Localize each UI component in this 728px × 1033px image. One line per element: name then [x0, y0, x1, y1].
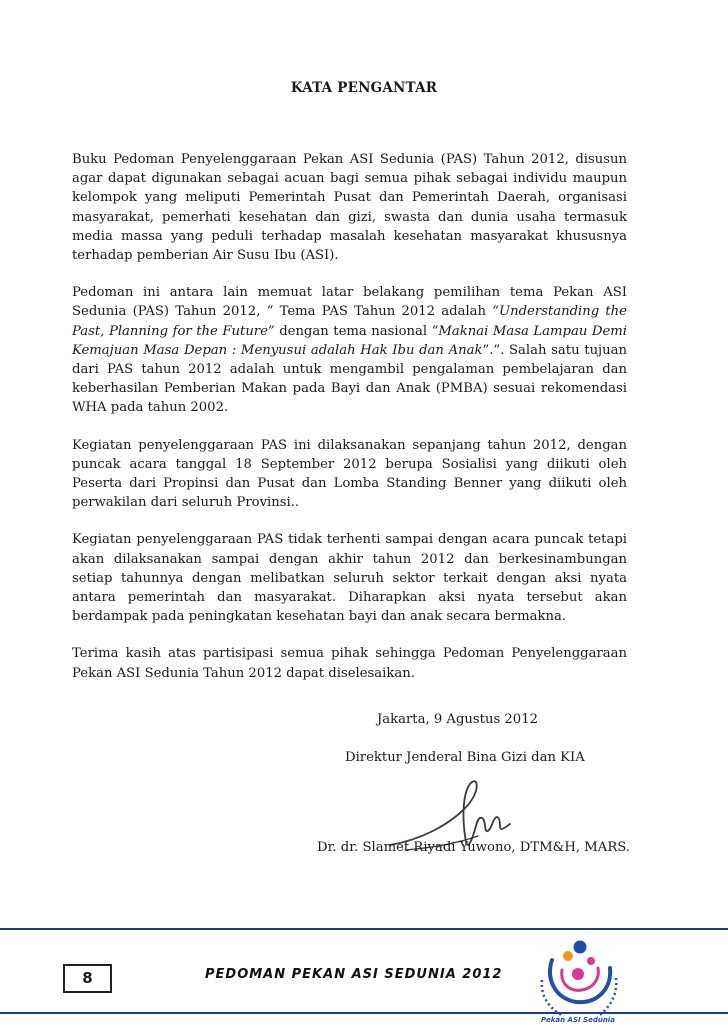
paragraph-5: [72, 644, 627, 682]
paragraph-2-theme-id: Maknai Masa Lampau Demi Kemajuan Masa Depan : Menyusui adalah Hak Ibu dan Anak: [72, 323, 627, 358]
paragraph-3: [72, 436, 627, 513]
paragraph-1: [72, 150, 627, 265]
pekan-asi-logo: [528, 930, 628, 1033]
signer-title: Direktur Jenderal Bina Gizi dan KIA: [345, 750, 585, 765]
page-title: KATA PENGANTAR: [290, 80, 438, 96]
place-date: Jakarta, 9 Agustus 2012: [377, 712, 538, 727]
paragraph-2-text-c: ”.”. Salah satu tujuan dari PAS tahun 2012 adalah untuk mengambil pengalaman pembelajaran dan keberhasilan Pemberian Makan pada Bayi dan Anak (PMBA) sesuai rekomendasi WHA pada tahun 2002.: [72, 342, 627, 416]
paragraph-2: [72, 283, 627, 417]
paragraph-2-theme-en: “Understanding the Past, Planning for the Future”: [72, 304, 627, 339]
paragraph-4-text: Kegiatan penyelenggaraan PAS tidak terhenti sampai dengan acara puncak tetapi akan dilaksanakan sampai dengan akhir tahun 2012 dan berkesinambungan setiap tahunnya dengan melibatkan seluruh sektor terkait dengan aksi nyata antara pemerintah dan masyarakat. Diharapkan aksi nyata tersebut akan berdampak pada peningkatan kesehatan bayi dan anak secara bermakna.: [72, 532, 627, 625]
document-body: [72, 150, 627, 701]
logo-text: Pekan ASI Sedunia: [541, 1016, 615, 1024]
paragraph-2-text-b: dengan tema nasional “: [274, 323, 439, 339]
logo-circle-small-pink: [587, 957, 595, 965]
paragraph-2-text-a: Pedoman ini antara lain memuat latar belakang pemilihan tema Pekan ASI Sedunia (PAS) Tahun 2012, “ Tema PAS Tahun 2012 adalah: [72, 285, 627, 320]
signer-name: Dr. dr. Slamet Riyadi Yuwono, DTM&H, MARS.: [317, 840, 631, 855]
logo-arc-blue: [550, 960, 610, 1002]
logo-circle-pink: [572, 968, 584, 980]
paragraph-5-text: Terima kasih atas partisipasi semua pihak sehingga Pedoman Penyelenggaraan Pekan ASI Sedunia Tahun 2012 dapat diselesaikan.: [72, 646, 627, 681]
logo-circle-orange: [563, 951, 573, 961]
paragraph-1-text: Buku Pedoman Penyelenggaraan Pekan ASI Sedunia (PAS) Tahun 2012, disusun agar dapat digunakan sebagai acuan bagi semua pihak sebagai individu maupun kelompok yang meliputi Pemerintah Pusat dan Pemerintah Daerah, organisasi masyarakat, pemerhati kesehatan dan gizi, swasta dan dunia usaha termasuk media massa yang peduli terhadap masalah kesehatan masyarakat khususnya terhadap pemberian Air Susu Ibu (ASI).: [72, 152, 627, 264]
paragraph-4: [72, 530, 627, 626]
running-title: PEDOMAN PEKAN ASI SEDUNIA 2012: [205, 967, 503, 982]
logo-circle-blue: [574, 941, 587, 954]
page-number: 8: [63, 964, 112, 993]
paragraph-3-text: Kegiatan penyelenggaraan PAS ini dilaksanakan sepanjang tahun 2012, dengan puncak acara tanggal 18 September 2012 berupa Sosialisi yang diikuti oleh Peserta dari Propinsi dan Pusat dan Lomba Standing Benner yang diikuti oleh perwakilan dari seluruh Provinsi..: [72, 437, 627, 511]
footer-rule-bottom: [0, 1012, 728, 1014]
